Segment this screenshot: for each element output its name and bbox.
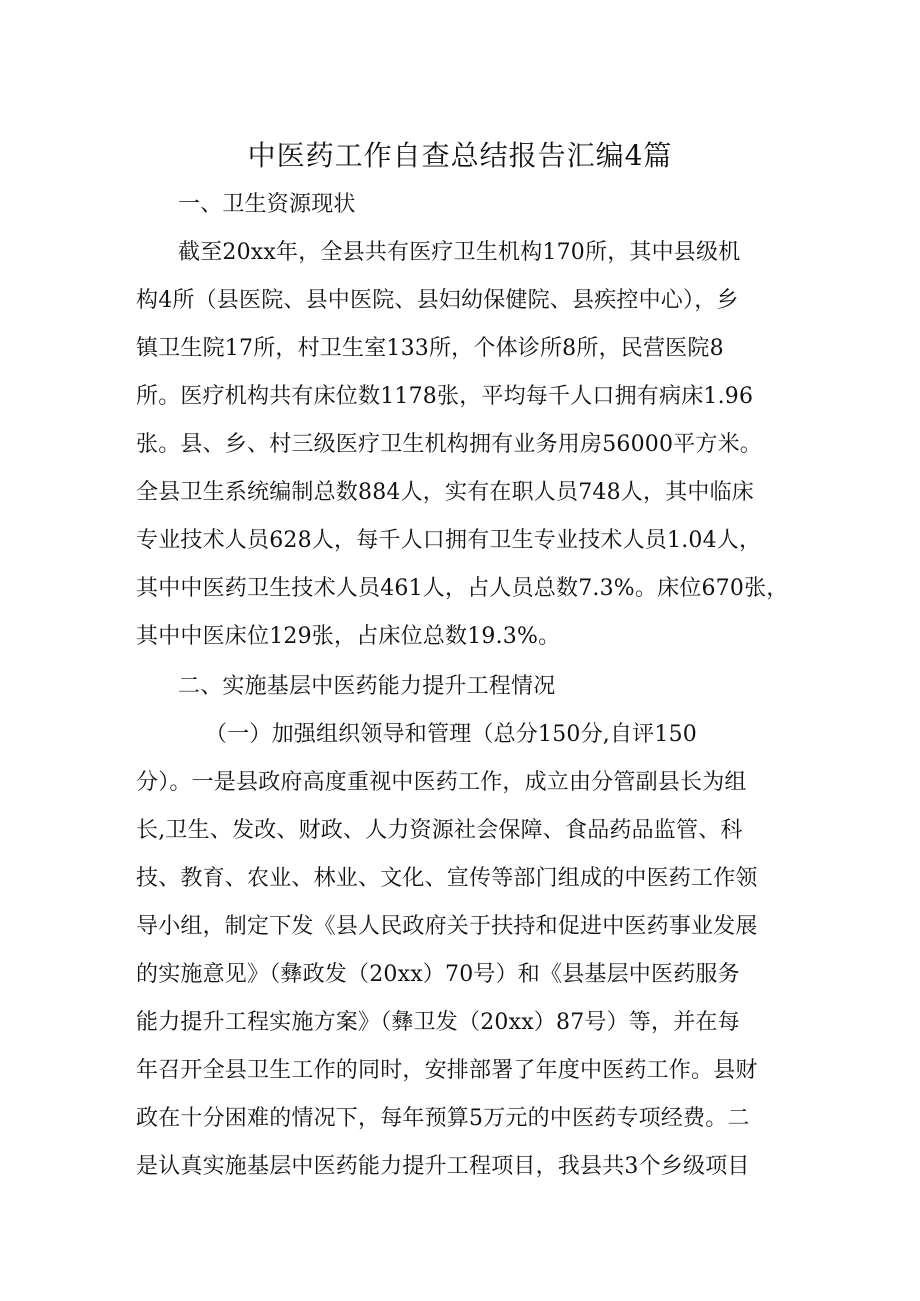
paragraph-line: 技、教育、农业、林业、文化、宣传等部门组成的中医药工作领 — [136, 866, 758, 891]
document-title: 中医药工作自查总结报告汇编4篇 — [247, 139, 673, 172]
paragraph-line: 长,卫生、发改、财政、人力资源社会保障、食品药品监管、科 — [136, 818, 743, 843]
paragraph-line: 分）。一是县政府高度重视中医药工作，成立由分管副县长为组 — [136, 770, 747, 795]
paragraph-line: 所。医疗机构共有床位数1178张，平均每千人口拥有病床1.96 — [136, 384, 754, 409]
paragraph-line: （一）加强组织领导和管理（总分150分,自评150 — [205, 722, 697, 747]
paragraph-line: 政在十分困难的情况下，每年预算5万元的中医药专项经费。二 — [136, 1106, 750, 1131]
paragraph-line: 是认真实施基层中医药能力提升工程项目，我县共3个乡级项目 — [136, 1154, 750, 1179]
paragraph-line: 的实施意见》（彝政发（20xx）70号）和《县基层中医药服务 — [136, 962, 740, 987]
section-heading-capacity: 二、实施基层中医药能力提升工程情况 — [178, 674, 556, 699]
paragraph-line: 导小组，制定下发《县人民政府关于扶持和促进中医药事业发展 — [136, 914, 758, 939]
paragraph-line: 其中中医床位129张，占床位总数19.3%。 — [136, 624, 561, 649]
paragraph-line: 镇卫生院17所，村卫生室133所，个体诊所8所，民营医院8 — [136, 336, 724, 361]
section-heading-resources: 一、卫生资源现状 — [178, 192, 356, 217]
paragraph-line: 年召开全县卫生工作的同时，安排部署了年度中医药工作。县财 — [136, 1058, 758, 1083]
paragraph-line: 其中中医药卫生技术人员461人，占人员总数7.3%。床位670张， — [136, 576, 789, 601]
paragraph-line: 全县卫生系统编制总数884人，实有在职人员748人，其中临床 — [136, 480, 754, 505]
paragraph-line: 构4所（县医院、县中医院、县妇幼保健院、县疾控中心），乡 — [136, 288, 739, 313]
paragraph-line: 截至20xx年，全县共有医疗卫生机构170所，其中县级机 — [178, 240, 741, 265]
paragraph-line: 专业技术人员628人，每千人口拥有卫生专业技术人员1.04人， — [136, 528, 762, 553]
paragraph-line: 张。县、乡、村三级医疗卫生机构拥有业务用房56000平方米。 — [136, 432, 762, 457]
paragraph-line: 能力提升工程实施方案》（彝卫发（20xx）87号）等，并在每 — [136, 1010, 740, 1035]
